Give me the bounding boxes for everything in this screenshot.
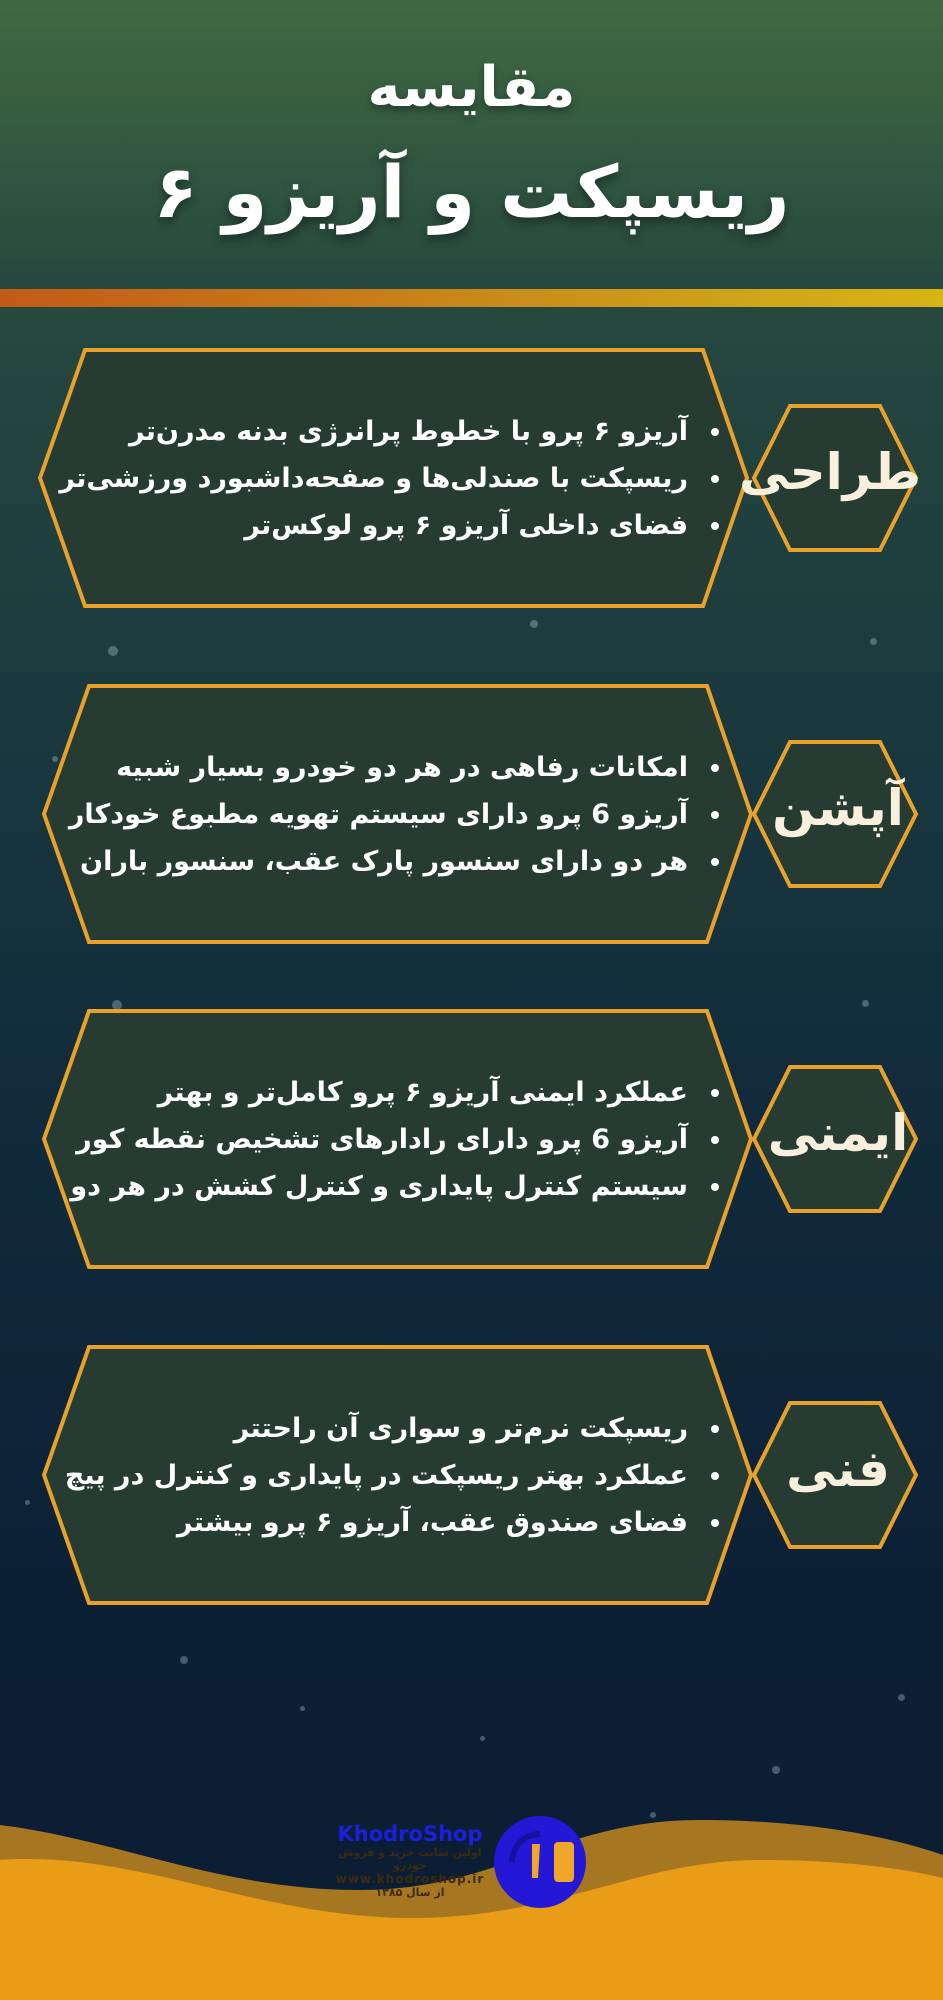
bullet-list <box>65 1344 688 1606</box>
bullet-list <box>70 1008 688 1270</box>
brand-tagline: اولین سایت خرید و فروش خودرو <box>338 1846 482 1872</box>
bullet-list <box>59 347 688 609</box>
page-title-line1: مقایسه <box>367 55 576 120</box>
bullet-list <box>69 683 688 945</box>
page-title-line2: ریسپکت و آریزو ۶ <box>153 150 790 234</box>
list-item: امکانات رفاهی در هر دو خودرو بسیار شبیه <box>69 744 688 791</box>
background-dot <box>480 1736 485 1741</box>
header-divider-stripe <box>0 289 943 307</box>
list-item: آریزو ۶ پرو با خطوط پرانرژی بدنه مدرن‌تر <box>59 408 688 455</box>
background-dot <box>862 1000 869 1007</box>
website-link[interactable]: www.khodroshop.ir <box>335 1872 485 1886</box>
list-item: هر دو دارای سنسور پارک عقب، سنسور باران <box>69 838 688 885</box>
khodroshop-logo-icon <box>492 1814 588 1910</box>
background-dot <box>870 638 877 645</box>
list-item: ریسپکت نرم‌تر و سواری آن راحتتر <box>65 1405 688 1452</box>
list-item: عملکرد ایمنی آریزو ۶ پرو کامل‌تر و بهتر <box>70 1069 688 1116</box>
section-design <box>0 347 943 609</box>
list-item: فضای صندوق عقب، آریزو ۶ پرو بیشتر <box>65 1499 688 1546</box>
section-technical <box>0 1344 943 1606</box>
background-dot <box>772 1766 780 1774</box>
background-dot <box>530 620 538 628</box>
background-dot <box>180 1656 188 1664</box>
background-dot <box>300 1706 305 1711</box>
section-options <box>0 683 943 945</box>
background-dot <box>898 1694 905 1701</box>
section-label: فنی <box>786 1440 890 1498</box>
founded-since: از سال ۱۳۸۵ <box>375 1886 445 1899</box>
list-item: عملکرد بهتر ریسپکت در پایداری و کنترل در پیچ <box>65 1452 688 1499</box>
section-safety <box>0 1008 943 1270</box>
list-item: ریسپکت با صندلی‌ها و صفحه‌داشبورد ورزشی‌تر <box>59 455 688 502</box>
footer-logo-text <box>330 1822 490 1899</box>
brand-name: KhodroShop <box>337 1822 483 1846</box>
list-item: فضای داخلی آریزو ۶ پرو لوکس‌تر <box>59 502 688 549</box>
list-item: سیستم کنترل پایداری و کنترل کشش در هر دو <box>70 1163 688 1210</box>
list-item: آریزو 6 پرو دارای سیستم تهویه مطبوع خودکار <box>69 791 688 838</box>
header <box>0 0 943 290</box>
background-dot <box>108 646 118 656</box>
list-item: آریزو 6 پرو دارای رادارهای تشخیص نقطه کور <box>70 1116 688 1163</box>
section-label: آپشن <box>772 779 904 837</box>
section-label: طراحی <box>739 443 921 501</box>
section-label: ایمنی <box>767 1104 909 1162</box>
